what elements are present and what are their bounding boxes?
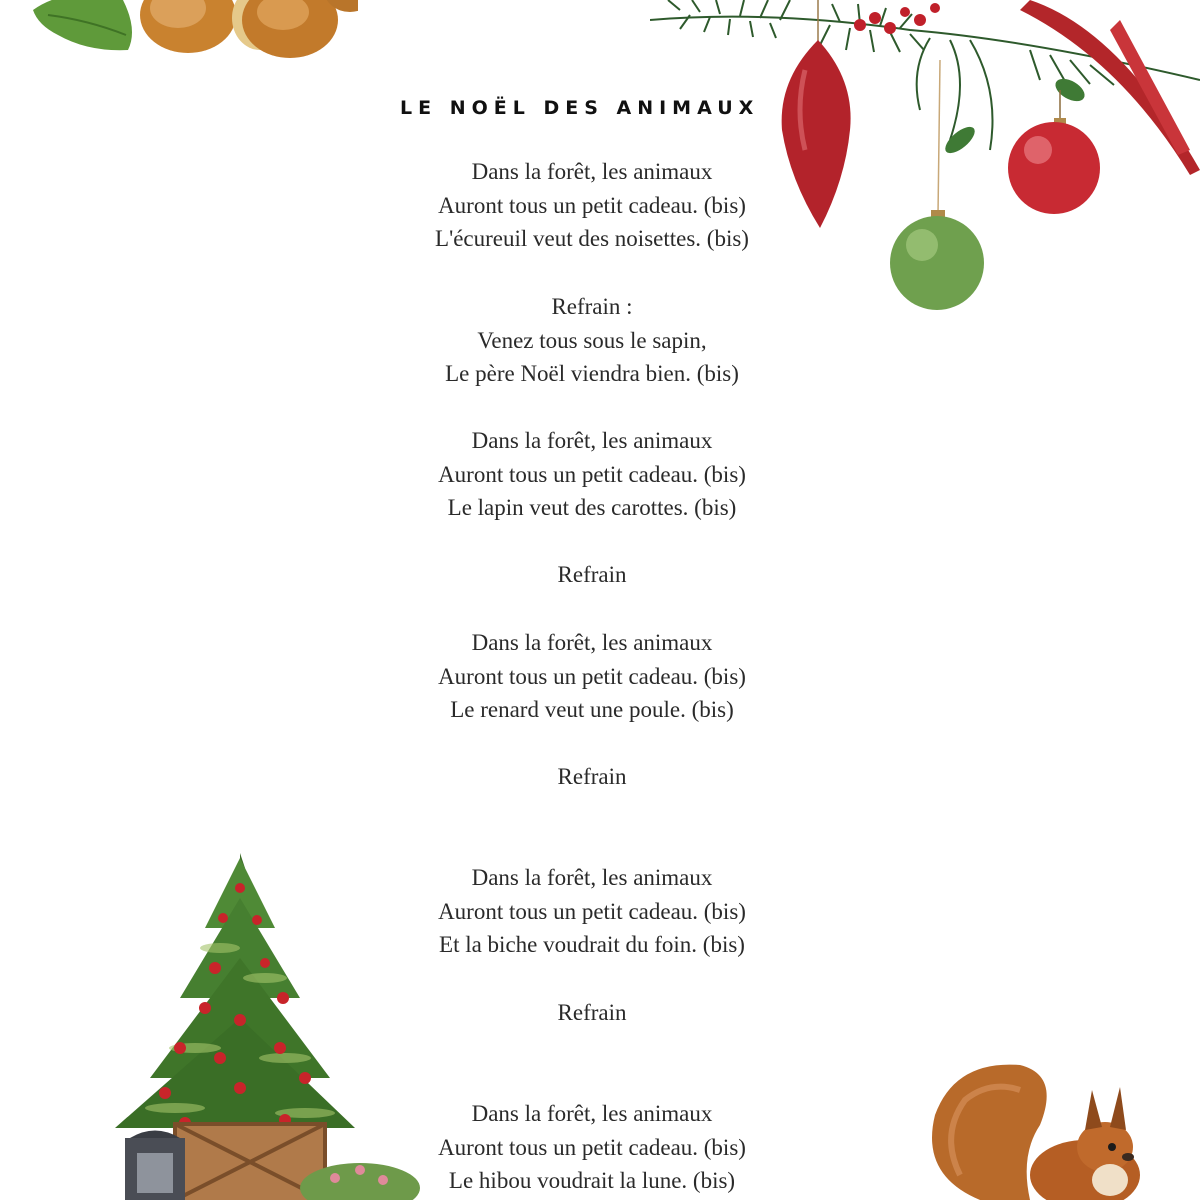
hazelnuts-illustration xyxy=(28,0,358,70)
verse-line: Le renard veut une poule. (bis) xyxy=(450,697,734,723)
verse-5 xyxy=(390,1097,794,1198)
verse-line: Auront tous un petit cadeau. (bis) xyxy=(438,192,746,218)
chorus-heading: Refrain : xyxy=(551,294,633,319)
chorus xyxy=(390,290,794,391)
christmas-tree-illustration xyxy=(105,848,425,1200)
refrain-label: Refrain xyxy=(557,1000,627,1025)
verse-1 xyxy=(390,155,794,256)
verse-2 xyxy=(390,424,794,525)
chorus-line: Venez tous sous le sapin, xyxy=(477,327,707,353)
verse-line: Le hibou voudrait la lune. (bis) xyxy=(448,1168,736,1194)
verse-line: Auront tous un petit cadeau. (bis) xyxy=(438,461,746,487)
verse-line: Auront tous un petit cadeau. (bis) xyxy=(438,898,746,924)
verse-line: Dans la forêt, les animaux xyxy=(471,630,713,655)
refrain-label: Refrain xyxy=(557,562,627,587)
verse-line: Le lapin veut des carottes. (bis) xyxy=(447,495,737,521)
refrain-marker xyxy=(390,558,794,592)
refrain-label: Refrain xyxy=(557,764,627,789)
refrain-marker xyxy=(390,760,794,794)
squirrel-illustration xyxy=(920,1055,1160,1200)
refrain-marker xyxy=(390,996,794,1030)
chorus-line: Le père Noël viendra bien. (bis) xyxy=(445,361,739,387)
verse-line: Dans la forêt, les animaux xyxy=(471,159,713,184)
verse-line: Et la biche voudrait du foin. (bis) xyxy=(439,932,745,958)
verse-3 xyxy=(390,626,794,727)
verse-line: Dans la forêt, les animaux xyxy=(471,1101,713,1126)
verse-line: Dans la forêt, les animaux xyxy=(471,428,713,453)
verse-line: Dans la forêt, les animaux xyxy=(471,865,713,890)
verse-line: Auront tous un petit cadeau. (bis) xyxy=(438,1134,746,1160)
verse-line: L'écureuil veut des noisettes. (bis) xyxy=(435,226,749,252)
song-title: LE NOËL DES ANIMAUX xyxy=(400,97,760,119)
verse-4 xyxy=(390,861,794,962)
verse-line: Auront tous un petit cadeau. (bis) xyxy=(438,663,746,689)
